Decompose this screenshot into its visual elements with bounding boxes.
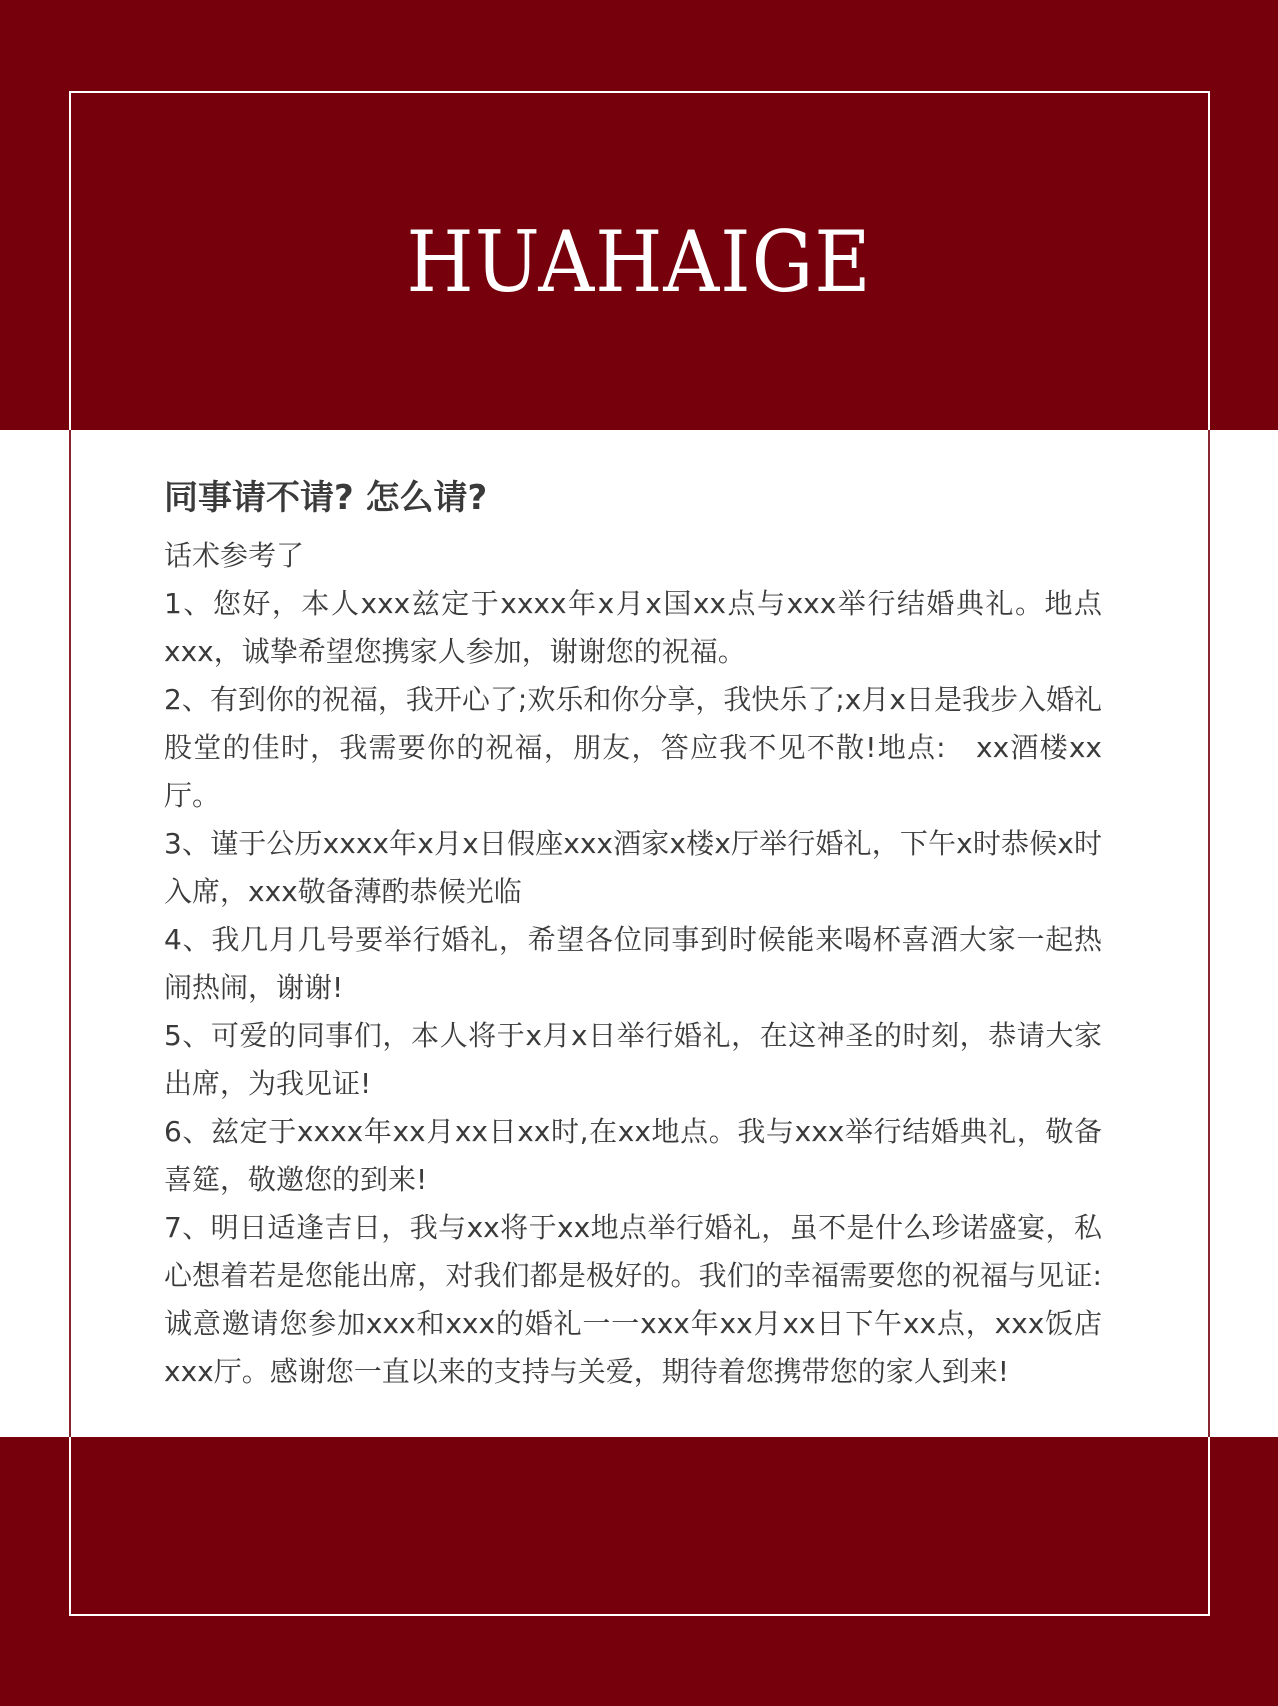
article-heading: 同事请不请? 怎么请? [164,478,488,518]
frame-right-edge [1208,430,1210,1437]
brand-title: HUAHAIGE [406,213,872,311]
script-item-4: 4、我几月几号要举行婚礼，希望各位同事到时候能来喝杯喜酒大家一起热闹热闹，谢谢! [164,923,1102,1004]
script-item-6: 6、兹定于xxxx年xx月xx日xx时,在xx地点。我与xxx举行结婚典礼，敬备喜筵，敬邀您的到来! [164,1115,1102,1196]
script-item-7: 7、明日适逢吉日，我与xx将于xx地点举行婚礼，虽不是什么珍诺盛宴，私心想着若是您能出席，对我们都是极好的。我们的幸福需要您的祝福与见证:诚意邀请您参加xxx和xxx的婚礼一一xxx年xx月xx日下午xx点，xxx饭店xxx厅。感谢您一直以来的支持与关爱，期待着您携带您的家人到来! [164,1211,1102,1388]
script-item-2: 2、有到你的祝福，我开心了;欢乐和你分享，我快乐了;x月x日是我步入婚礼股堂的佳时，我需要你的祝福，朋友，答应我不见不散!地点: xx酒楼xx厅。 [164,683,1102,812]
script-item-1: 1、您好，本人xxx兹定于xxxx年x月x国xx点与xxx举行结婚典礼。地点xxx，诚挚希望您携家人参加，谢谢您的祝福。 [164,587,1102,668]
article-body [164,470,1102,1396]
script-item-3: 3、谨于公历xxxx年x月x日假座xxx酒家x楼x厅举行婚礼，下午x时恭候x时入席，xxx敬备薄酌恭候光临 [164,827,1102,908]
frame-left-edge [69,430,71,1437]
script-item-5: 5、可爱的同事们，本人将于x月x日举行婚礼，在这神圣的时刻，恭请大家出席，为我见证! [164,1019,1102,1100]
intro-line: 话术参考了 [164,539,305,572]
